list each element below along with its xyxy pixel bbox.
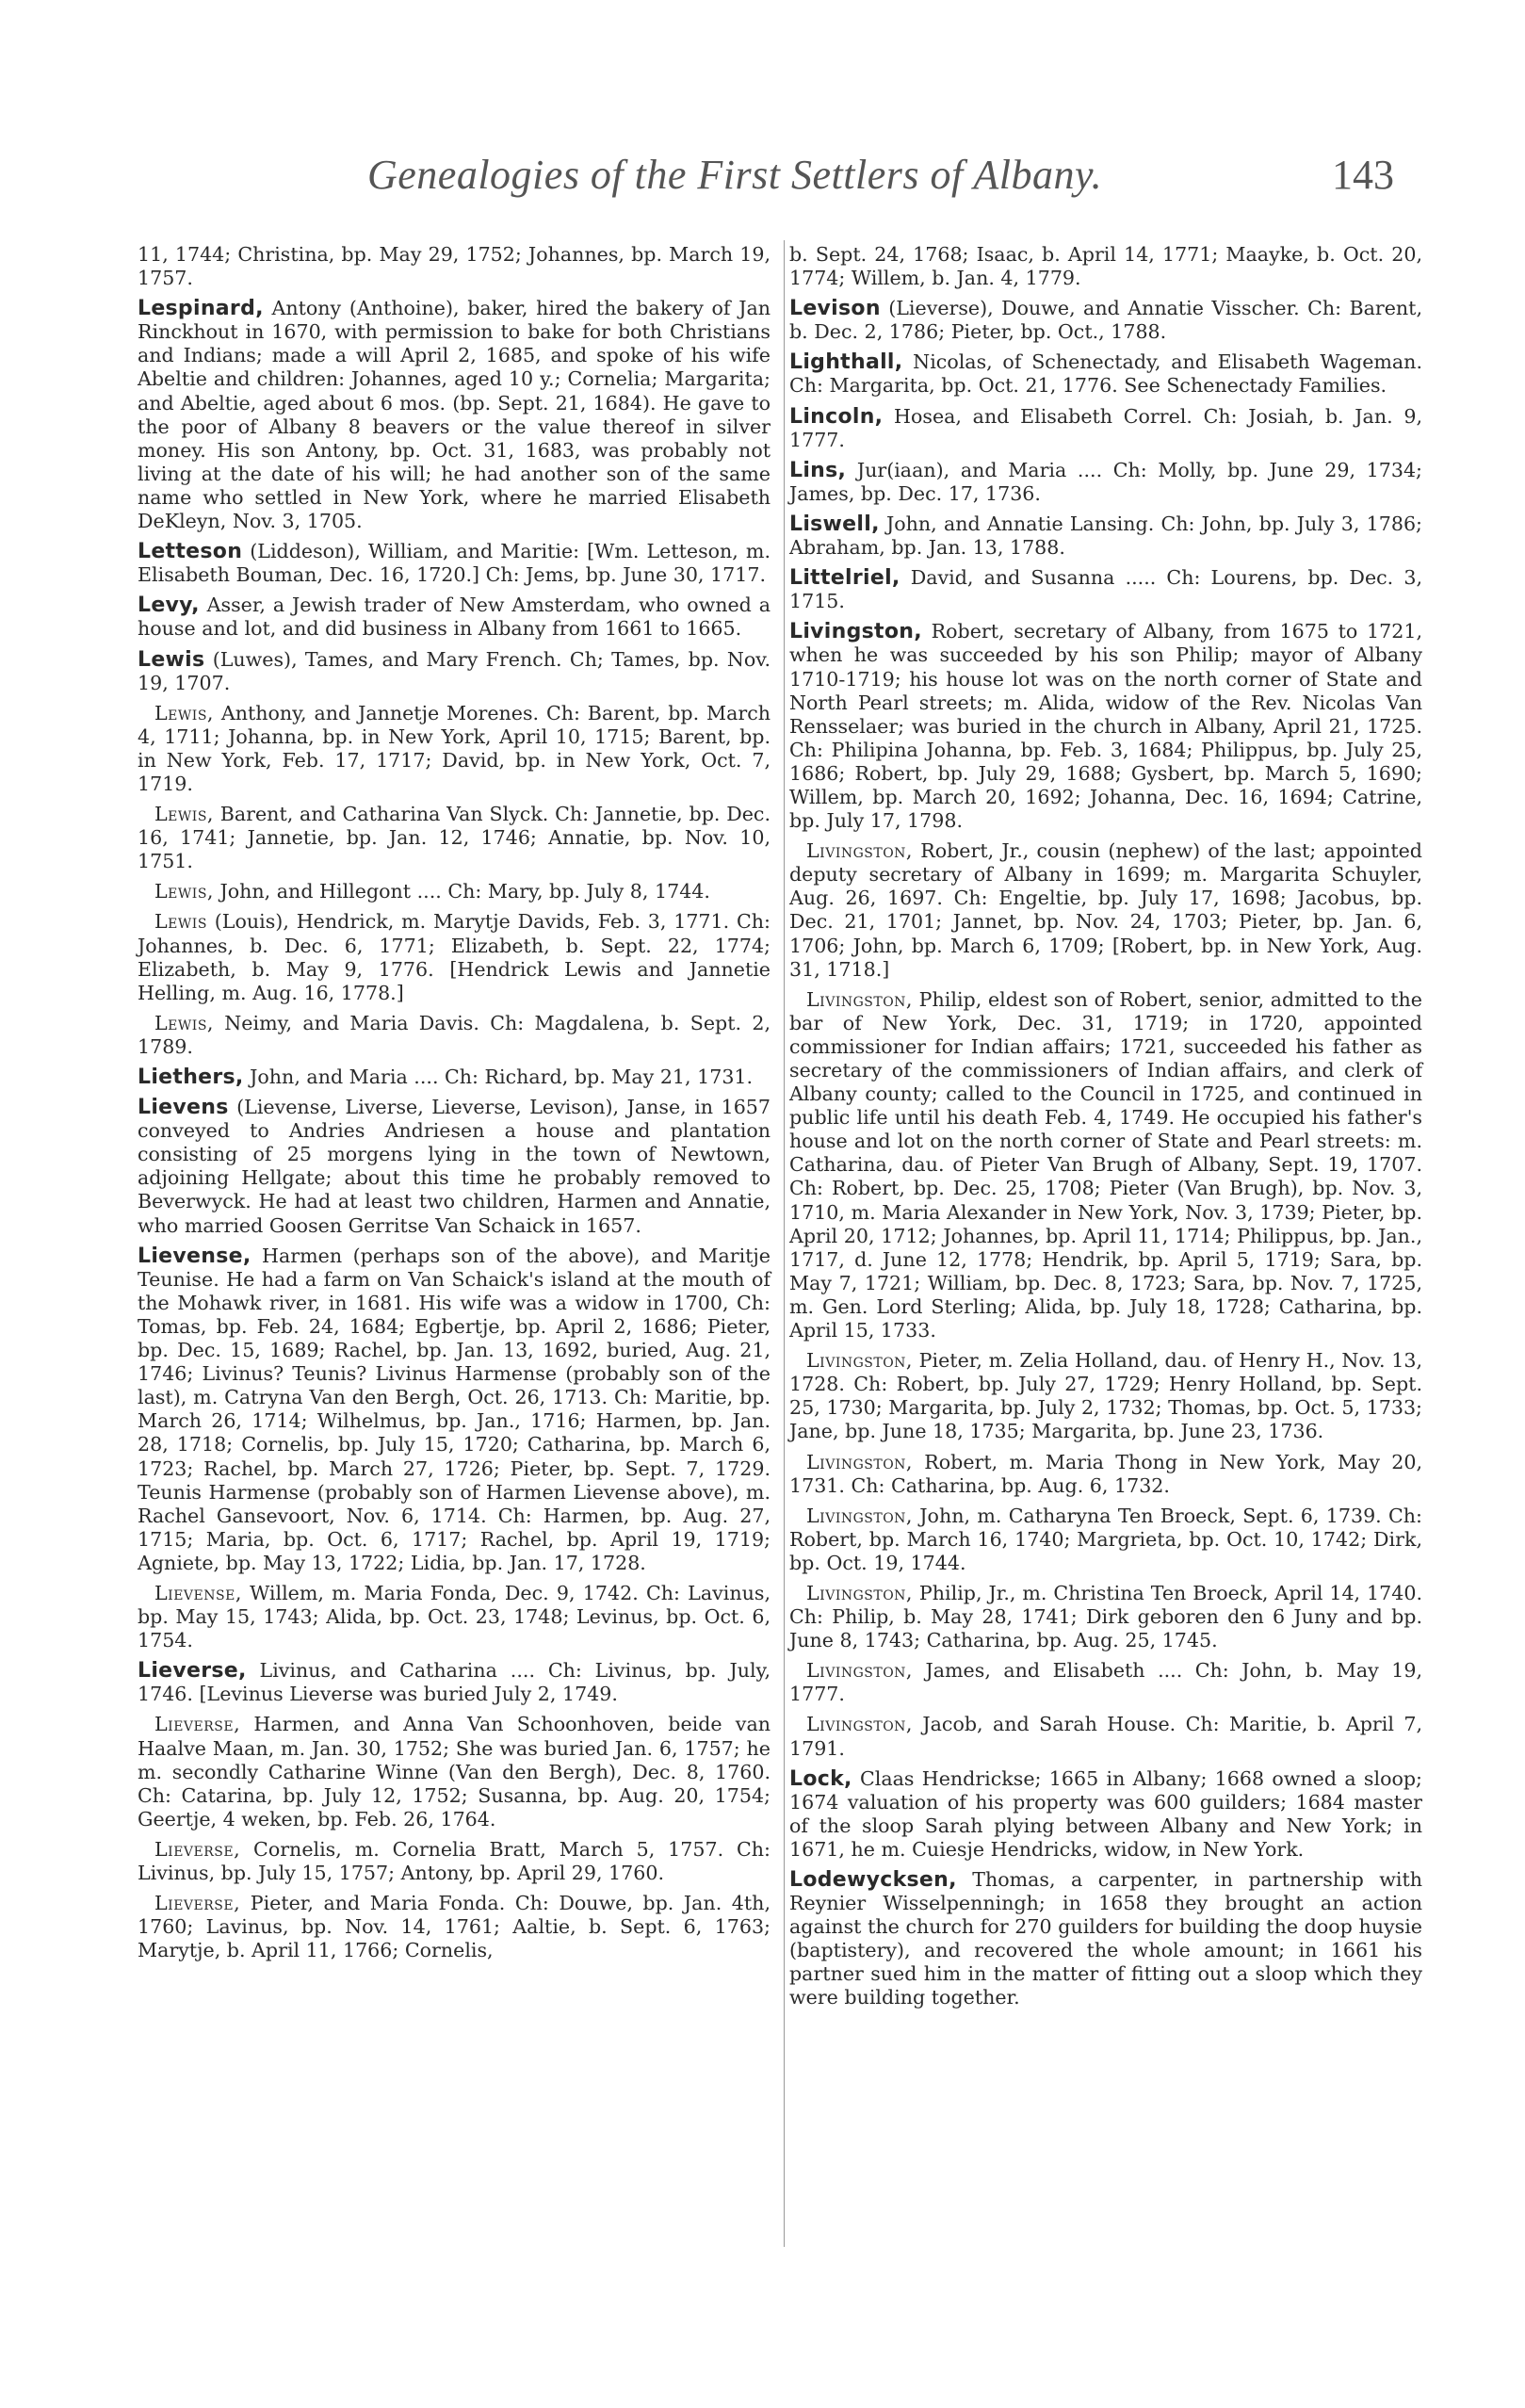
entry-surname: Levison [789, 297, 881, 321]
entry-surname-smallcaps: Livingston, [806, 1450, 913, 1473]
genealogy-entry [138, 297, 771, 533]
genealogy-entry [138, 1245, 771, 1575]
right-column [789, 243, 1422, 2017]
entry-surname: Lins, [789, 458, 847, 482]
entry-text: Cornelis, m. Cornelia Bratt, March 5, 1757. Ch: Livinus, bp. July 15, 1757; Antony, bp. April 29, 1760. [138, 1837, 771, 1884]
entry-surname-smallcaps: Lievense, [154, 1581, 242, 1604]
genealogy-entry [789, 1505, 1422, 1575]
entry-surname-smallcaps: Lewis [154, 910, 207, 934]
entry-surname: Lock, [789, 1766, 852, 1791]
entry-text: Livinus, and Catharina .... Ch: Livinus, bp. July, 1746. [Levinus Lieverse was buried July 2, 1749. [138, 1659, 771, 1706]
genealogy-entry [138, 803, 771, 873]
entry-text: Barent, and Catharina Van Slyck. Ch: Jannetie, bp. Dec. 16, 1741; Jannetie, bp. Jan. 12, 1746; Annatie, bp. Nov. 10, 1751. [138, 803, 771, 873]
entry-text: Jur(iaan), and Maria .... Ch: Molly, bp. June 29, 1734; James, bp. Dec. 17, 1736. [789, 458, 1422, 505]
entry-text: (Louis), Hendrick, m. Marytje Davids, Feb. 3, 1771. Ch: Johannes, b. Dec. 6, 1771; Elizabeth, b. Sept. 22, 1774; Elizabeth, b. May 9, 1776. [Hendrick Lewis and Jannetie Helling, m. Aug. 16, 1778.] [138, 910, 771, 1004]
entry-text: Robert, secretary of Albany, from 1675 to 1721, when he was succeeded by his son Philip; mayor of Albany 1710-1719; his house lot was on the north corner of State and North Pearl streets; m. Alida, widow of the Rev. Nicolas Van Rensselaer; was buried in the church in Albany, April 21, 1725. Ch: Philipina Johanna, bp. Feb. 3, 1684; Philippus, bp. July 25, 1686; Robert, bp. July 29, 1688; Gysbert, bp. March 5, 1690; Willem, bp. March 20, 1692; Johanna, Dec. 16, 1694; Catrine, bp. July 17, 1798. [789, 620, 1422, 833]
genealogy-entry [138, 1066, 771, 1089]
entry-text: Pieter, and Maria Fonda. Ch: Douwe, bp. Jan. 4th, 1760; Lavinus, bp. Nov. 14, 1761; Aaltie, b. Sept. 6, 1763; Marytje, b. April 11, 1766; Cornelis, [138, 1892, 771, 1962]
genealogy-entry [138, 1096, 771, 1238]
entry-surname-smallcaps: Livingston, [806, 839, 913, 863]
entry-text: Hosea, and Elisabeth Correl. Ch: Josiah, b. Jan. 9, 1777. [789, 404, 1422, 451]
genealogy-entry [138, 1892, 771, 1962]
entry-text: (Lieverse), Douwe, and Annatie Visscher. Ch: Barent, b. Dec. 2, 1786; Pieter, bp. Oct., 1788. [789, 297, 1422, 344]
genealogy-entry [138, 540, 771, 587]
entry-text: Pieter, m. Zelia Holland, dau. of Henry H., Nov. 13, 1728. Ch: Robert, bp. July 27, 1729; Henry Holland, bp. Sept. 25, 1730; Margarita, bp. July 2, 1732; Thomas, bp. Oct. 5, 1733; Jane, bp. June 18, 1735; Margarita, bp. June 23, 1736. [789, 1349, 1422, 1443]
genealogy-entry [138, 243, 771, 290]
entry-text: 11, 1744; Christina, bp. May 29, 1752; Johannes, bp. March 19, 1757. [138, 243, 771, 290]
entry-text: Harmen (perhaps son of the above), and Maritje Teunise. He had a farm on Van Schaick's island at the mouth of the Mohawk river, in 1681. His wife was a widow in 1700, Ch: Tomas, bp. Feb. 24, 1684; Egbertje, bp. April 2, 1686; Pieter, bp. Dec. 15, 1689; Rachel, bp. Jan. 13, 1692, buried, Aug. 21, 1746; Livinus? Teunis? Livinus Harmense (probably son of the last), m. Catryna Van den Bergh, Oct. 26, 1713. Ch: Maritie, bp. March 26, 1714; Wilhelmus, bp. Jan., 1716; Harmen, bp. Jan. 28, 1718; Cornelis, bp. July 15, 1720; Catharina, bp. March 6, 1723; Rachel, bp. March 27, 1726; Pieter, bp. Sept. 7, 1729. Teunis Harmense (probably son of Harmen Lievense above), m. Rachel Gansevoort, Nov. 6, 1714. Ch: Harmen, bp. Aug. 27, 1715; Maria, bp. Oct. 6, 1717; Rachel, bp. April 19, 1719; Agniete, bp. May 13, 1722; Lidia, bp. Jan. 17, 1728. [138, 1244, 771, 1574]
entry-surname-smallcaps: Livingston, [806, 1504, 913, 1527]
genealogy-entry [789, 1868, 1422, 2010]
running-title: Genealogies of the First Settlers of Albany. [367, 152, 1103, 198]
entry-text: Claas Hendrickse; 1665 in Albany; 1668 owned a sloop; 1674 valuation of his property was 600 guilders; 1684 master of the sloop Sarah plying between Albany and New York; in 1671, he m. Cuiesje Hendricks, widow, in New York. [789, 1766, 1422, 1861]
entry-surname-smallcaps: Lieverse, [154, 1837, 241, 1861]
entry-surname: Lincoln, [789, 404, 884, 429]
entry-surname-smallcaps: Lieverse, [154, 1892, 241, 1915]
entry-surname-smallcaps: Livingston, [806, 1713, 913, 1736]
entry-text: (Liddeson), William, and Maritie: [Wm. Letteson, m. Elisabeth Bouman, Dec. 16, 1720.] Ch: Jems, bp. June 30, 1717. [138, 540, 771, 587]
genealogy-entry [789, 566, 1422, 613]
entry-surname-smallcaps: Lewis, [154, 1011, 214, 1034]
genealogy-entry [138, 910, 771, 1004]
genealogy-entry [138, 1659, 771, 1706]
genealogy-entry [789, 839, 1422, 982]
entry-surname-smallcaps: Livingston, [806, 1659, 913, 1683]
entry-surname: Livingston, [789, 620, 922, 644]
genealogy-entry [138, 880, 771, 903]
genealogy-entry [789, 1582, 1422, 1652]
entry-text: Neimy, and Maria Davis. Ch: Magdalena, b. Sept. 2, 1789. [138, 1011, 771, 1058]
entry-text: Antony (Anthoine), baker, hired the bakery of Jan Rinckhout in 1670, with permission to bake for both Christians and Indians; made a will April 2, 1685, and spoke of his wife Abeltie and children: Johannes, aged 10 y.; Cornelia; Margarita; and Abeltie, aged about 6 mos. (bp. Sept. 21, 1684). He gave to the poor of Albany 8 beavers or the value thereof in silver money. His son Antony, bp. Oct. 31, 1683, was probably not living at the date of his will; he had another son of the same name who settled in New York, where he married Elisabeth DeKleyn, Nov. 3, 1705. [138, 297, 771, 533]
left-column [138, 243, 771, 1969]
entry-surname: Lewis [138, 647, 205, 672]
entry-surname: Lieverse, [138, 1659, 247, 1684]
entry-text: John, and Maria .... Ch: Richard, bp. May 21, 1731. [243, 1066, 754, 1088]
entry-surname: Letteson [138, 540, 243, 564]
genealogy-entry [789, 1767, 1422, 1862]
entry-surname-smallcaps: Lieverse, [154, 1713, 241, 1736]
entry-surname-smallcaps: Lewis, [154, 880, 214, 903]
entry-text: (Lievense, Liverse, Lieverse, Levison), Janse, in 1657 conveyed to Andries Andriesen a house and plantation consisting of 25 morgens lying in the town of Newtown, adjoining Hellgate; about this time he probably removed to Beverwyck. He had at least two children, Harmen and Annatie, who married Goosen Gerritse Van Schaick in 1657. [138, 1096, 771, 1237]
genealogy-entry [138, 1713, 771, 1830]
entry-text: Nicolas, of Schenectady, and Elisabeth Wageman. Ch: Margarita, bp. Oct. 21, 1776. See Schenectady Families. [789, 350, 1422, 398]
entry-text: John, m. Catharyna Ten Broeck, Sept. 6, 1739. Ch: Robert, bp. March 16, 1740; Margrieta, bp. Oct. 10, 1742; Dirk, bp. Oct. 19, 1744. [789, 1504, 1422, 1574]
entry-text: b. Sept. 24, 1768; Isaac, b. April 14, 1771; Maayke, b. Oct. 20, 1774; Willem, b. Jan. 4, 1779. [789, 243, 1422, 290]
genealogy-entry [138, 1582, 771, 1652]
entry-surname: Lespinard, [138, 297, 264, 321]
genealogy-entry [789, 243, 1422, 290]
column-divider [784, 240, 785, 2247]
entry-text: Robert, m. Maria Thong in New York, May 20, 1731. Ch: Catharina, bp. Aug. 6, 1732. [789, 1450, 1422, 1497]
entry-surname-smallcaps: Lewis, [154, 803, 214, 826]
entry-surname-smallcaps: Lewis, [154, 701, 214, 724]
genealogy-entry [789, 1451, 1422, 1498]
genealogy-entry [789, 513, 1422, 560]
genealogy-entry [138, 1838, 771, 1885]
entry-surname-smallcaps: Livingston, [806, 1349, 913, 1373]
genealogy-entry [789, 350, 1422, 398]
genealogy-entry [138, 594, 771, 641]
genealogy-entry [138, 702, 771, 796]
genealogy-entry [789, 405, 1422, 452]
genealogy-entry [789, 297, 1422, 344]
entry-surname: Lighthall, [789, 350, 903, 375]
entry-surname: Liethers, [138, 1066, 244, 1089]
genealogy-entry [789, 1659, 1422, 1706]
page-number: 143 [1332, 152, 1394, 198]
entry-text: James, and Elisabeth .... Ch: John, b. May 19, 1777. [789, 1659, 1422, 1706]
entry-text: Anthony, and Jannetje Morenes. Ch: Barent, bp. March 4, 1711; Johanna, bp. in New York, April 10, 1715; Barent, bp. in New York, Feb. 17, 1717; David, bp. in New York, Oct. 7, 1719. [138, 701, 771, 795]
entry-text: Philip, Jr., m. Christina Ten Broeck, April 14, 1740. Ch: Philip, b. May 28, 1741; Dirk geboren den 6 Juny and bp. June 8, 1743; Catharina, bp. Aug. 25, 1745. [789, 1581, 1422, 1652]
entry-surname-smallcaps: Livingston, [806, 1581, 913, 1604]
entry-text: Thomas, a carpenter, in partnership with Reynier Wisselpenningh; in 1658 they brought an action against the church for 270 guilders for building the doop huysie (baptistery), and recovered the whole amount; in 1661 his partner sued him in the matter of fitting out a sloop which they were building together. [789, 1868, 1422, 2009]
entry-surname: Littelriel, [789, 566, 900, 591]
entry-surname: Lodewycksen, [789, 1868, 957, 1892]
entry-surname: Lievense, [138, 1244, 251, 1268]
genealogy-entry [138, 1012, 771, 1059]
entry-surname-smallcaps: Livingston, [806, 987, 913, 1011]
genealogy-entry [138, 648, 771, 695]
entry-text: Harmen, and Anna Van Schoonhoven, beide van Haalve Maan, m. Jan. 30, 1752; She was buried Jan. 6, 1757; he m. secondly Catharine Winne (Van den Bergh), Dec. 8, 1760. Ch: Catarina, bp. July 12, 1752; Susanna, bp. Aug. 20, 1754; Geertje, 4 weken, bp. Feb. 26, 1764. [138, 1713, 771, 1830]
entry-text: Asser, a Jewish trader of New Amsterdam, who owned a house and lot, and did business in Albany from 1661 to 1665. [138, 594, 771, 641]
entry-surname: Lievens [138, 1096, 229, 1120]
entry-text: Jacob, and Sarah House. Ch: Maritie, b. April 7, 1791. [789, 1713, 1422, 1760]
genealogy-entry [789, 459, 1422, 506]
genealogy-entry [789, 988, 1422, 1342]
genealogy-entry [789, 1713, 1422, 1760]
entry-text: David, and Susanna ..... Ch: Lourens, bp. Dec. 3, 1715. [789, 566, 1422, 613]
entry-text: (Luwes), Tames, and Mary French. Ch; Tames, bp. Nov. 19, 1707. [138, 647, 771, 694]
entry-text: John, and Hillegont .... Ch: Mary, bp. July 8, 1744. [213, 880, 710, 903]
genealogy-entry [789, 620, 1422, 833]
page-header [132, 151, 1394, 207]
entry-surname: Levy, [138, 594, 200, 618]
entry-text: Willem, m. Maria Fonda, Dec. 9, 1742. Ch: Lavinus, bp. May 15, 1743; Alida, bp. Oct. 23, 1748; Levinus, bp. Oct. 6, 1754. [138, 1581, 771, 1652]
entry-text: John, and Annatie Lansing. Ch: John, bp. July 3, 1786; Abraham, bp. Jan. 13, 1788. [789, 512, 1422, 560]
genealogy-entry [789, 1349, 1422, 1443]
entry-text: Philip, eldest son of Robert, senior, admitted to the bar of New York, Dec. 31, 1719; in 1720, appointed commissioner for Indian affairs; 1721, succeeded his father as secretary of the commissioners of Indian affairs, and clerk of Albany county; called to the Council in 1725, and continued in public life until his death Feb. 4, 1749. He occupied his father's house and lot on the north corner of State and Pearl streets: m. Catharina, dau. of Pieter Van Brugh of Albany, Sept. 19, 1707. Ch: Robert, bp. Dec. 25, 1708; Pieter (Van Brugh), bp. Nov. 3, 1710, m. Maria Alexander in New York, Nov. 3, 1739; Pieter, bp. April 20, 1712; Johannes, bp. April 11, 1714; Philippus, bp. Jan., 1717, d. June 12, 1778; Hendrik, bp. April 5, 1719; Sara, bp. May 7, 1721; William, bp. Dec. 8, 1723; Sara, bp. Nov. 7, 1725, m. Gen. Lord Sterling; Alida, bp. July 18, 1728; Catharina, bp. April 15, 1733. [789, 987, 1422, 1342]
entry-text: Robert, Jr., cousin (nephew) of the last; appointed deputy secretary of Albany in 1699; m. Margarita Schuyler, Aug. 26, 1697. Ch: Engeltie, bp. July 17, 1698; Jacobus, bp. Dec. 21, 1701; Jannet, bp. Nov. 24, 1703; Pieter, bp. Jan. 6, 1706; John, bp. March 6, 1709; [Robert, bp. in New York, Aug. 31, 1718.] [789, 839, 1422, 981]
entry-surname: Liswell, [789, 512, 880, 536]
